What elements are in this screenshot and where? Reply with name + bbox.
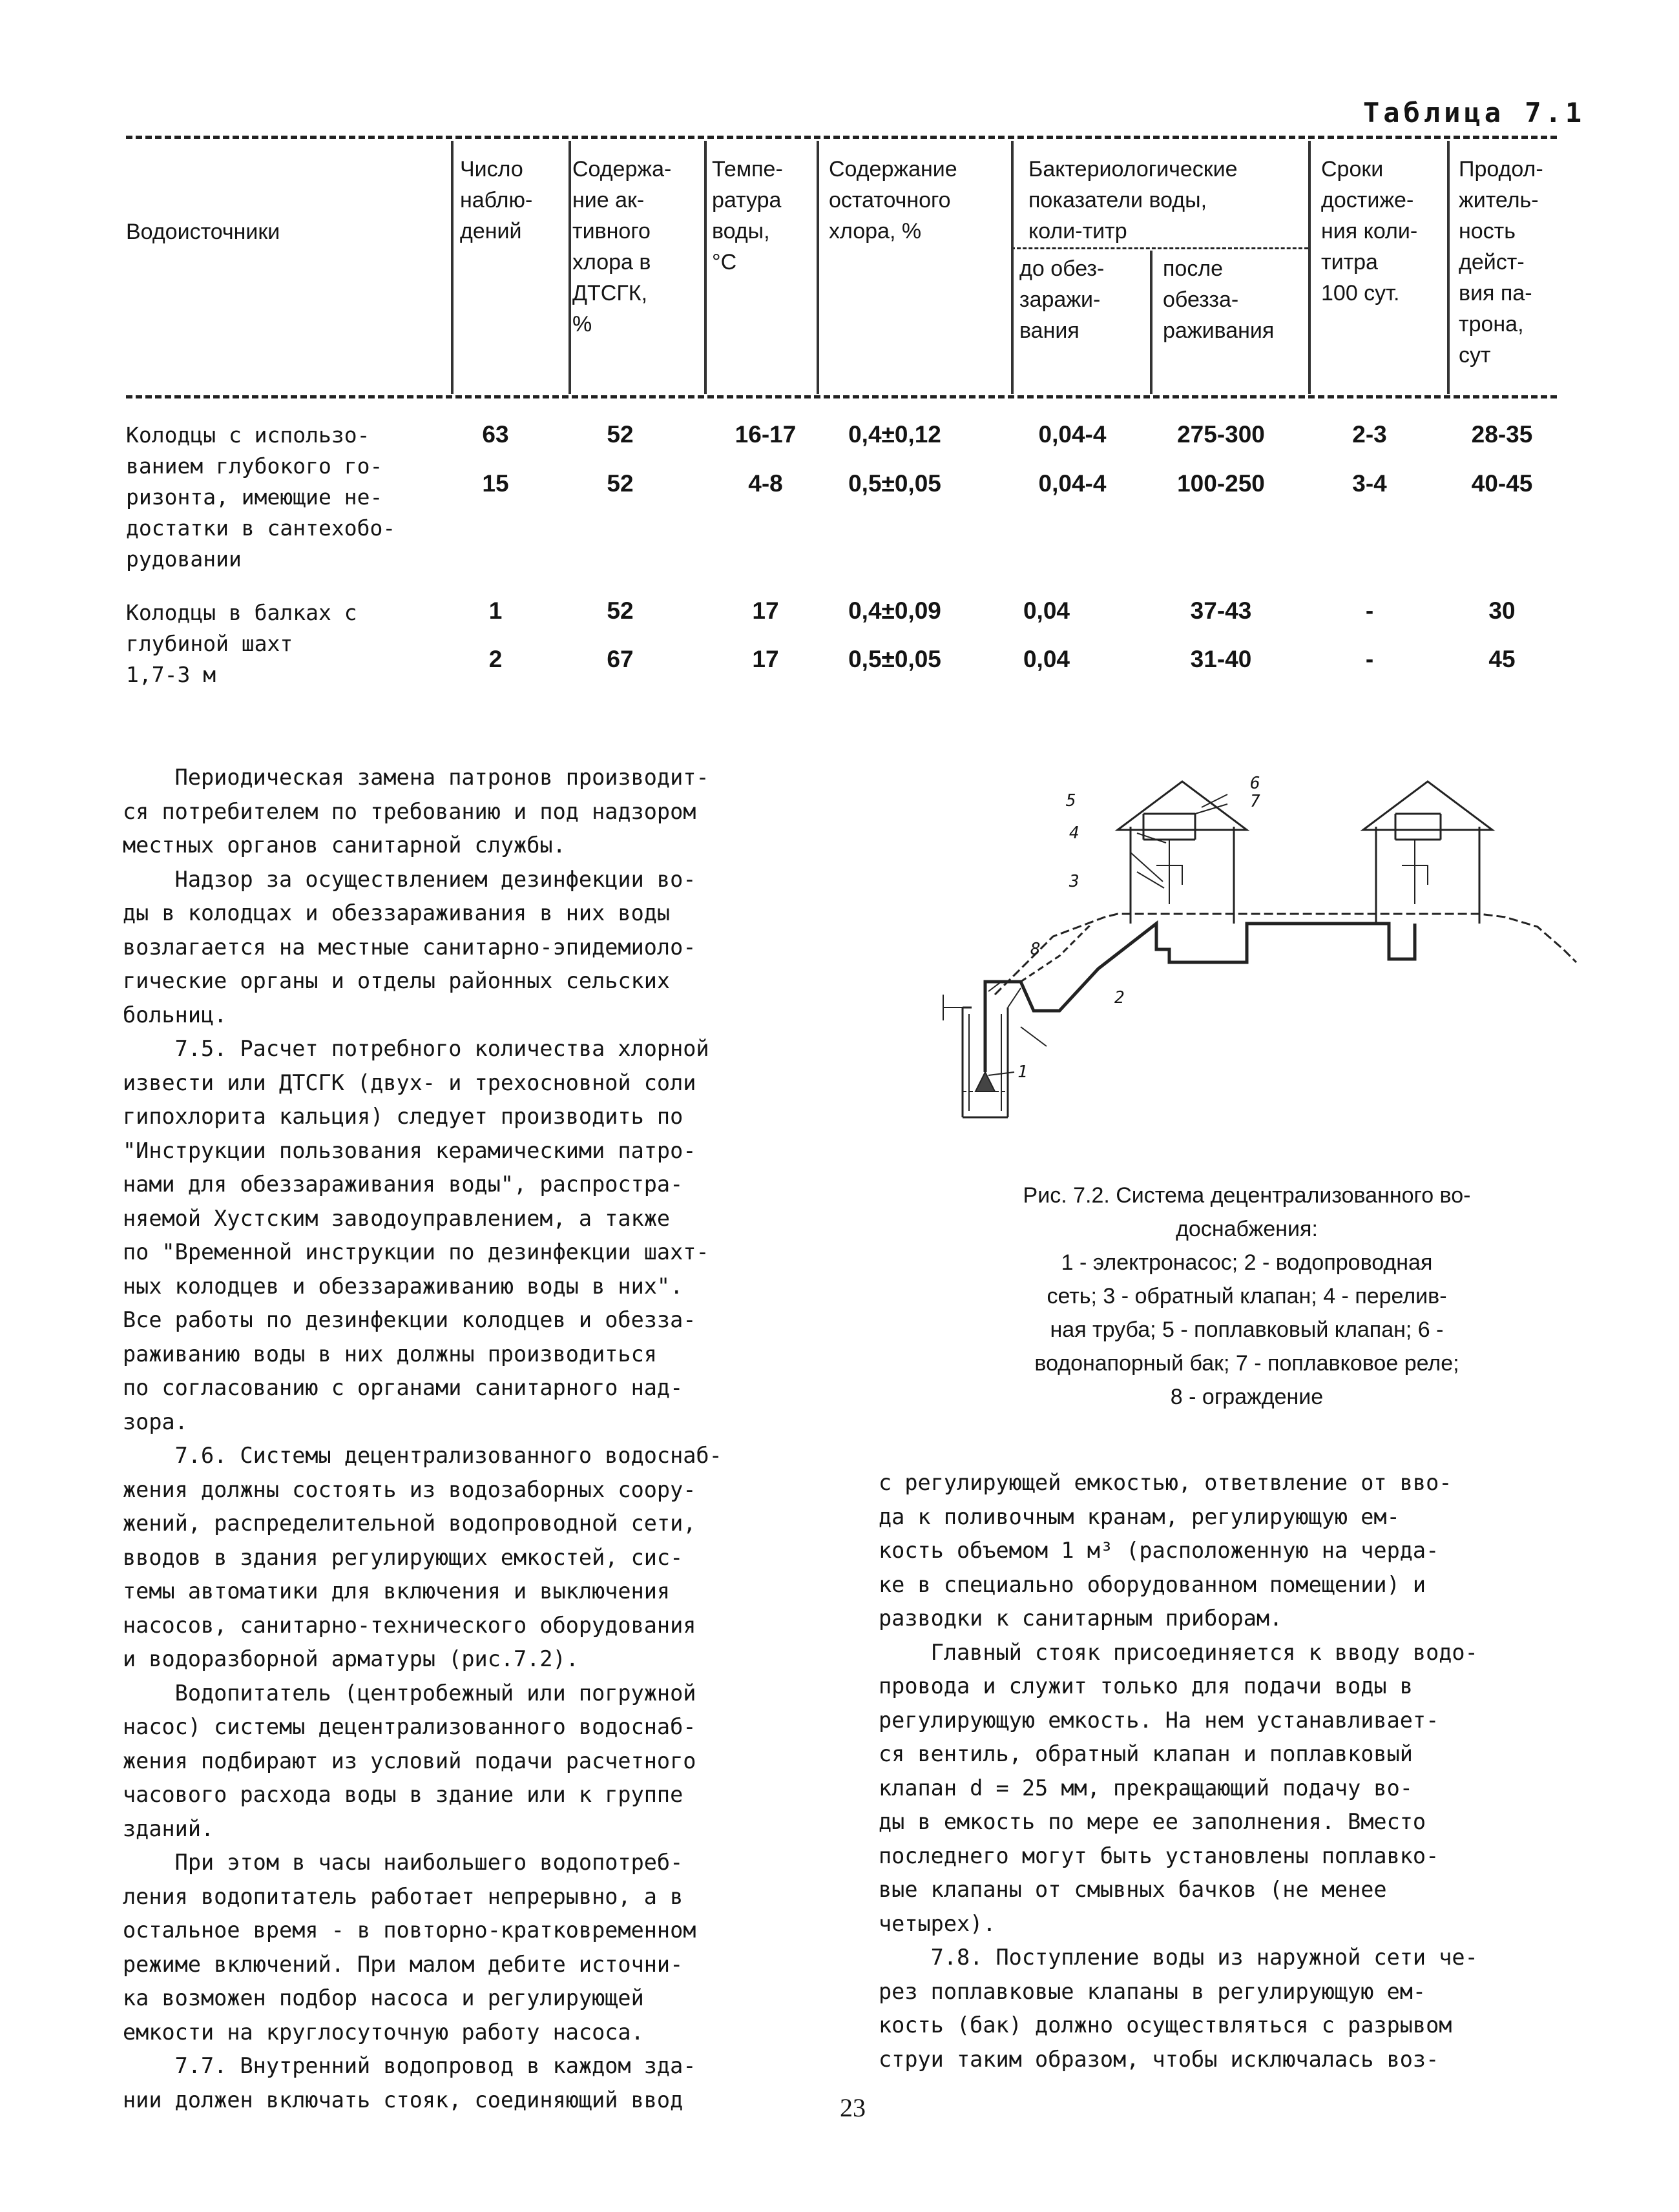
cell: 52: [607, 421, 634, 448]
text-line: ды в емкость по мере ее заполнения. Вместо: [879, 1809, 1426, 1834]
row-label-ravine-wells: Колодцы в балках с глубиной шахт 1,7-3 м: [126, 600, 357, 687]
cell: 0,04-4: [1038, 421, 1107, 448]
cell: 2-3: [1352, 421, 1387, 448]
figure-label: 5: [1066, 791, 1076, 811]
cell: 67: [607, 646, 634, 672]
text-line: зданий.: [123, 1815, 214, 1841]
text-line: Все работы по дезинфекции колодцев и обезза-: [123, 1307, 696, 1332]
col-divider: [568, 141, 571, 394]
text-line: 7.6. Системы децентрализованного водоснаб-: [123, 1443, 722, 1468]
text-line: последнего могут быть установлены поплавко-: [879, 1843, 1439, 1868]
cell: 40-45: [1471, 470, 1533, 497]
ground-line: [963, 914, 1576, 1008]
header-observations: Число наблю- дений: [460, 157, 533, 243]
text-line: регулирующую емкость. На нем устанавливает-: [879, 1707, 1439, 1733]
cell: 15: [482, 470, 509, 497]
text-line: Водопитатель (центробежный или погружной: [123, 1680, 696, 1706]
text-line: по "Временной инструкции по дезинфекции шахт-: [123, 1239, 709, 1265]
col-divider: [704, 141, 707, 394]
cell: -: [1365, 646, 1374, 672]
text-line: клапан d = 25 мм, прекращающий подачу во-: [879, 1775, 1413, 1801]
header-after-disinfection: после обезза- раживания: [1163, 256, 1275, 343]
text-line: провода и служит только для подачи воды в: [879, 1673, 1413, 1699]
text-line: ке в специально оборудованном помещении) и: [879, 1571, 1426, 1597]
text-line: При этом в часы наибольшего водопотреб-: [123, 1850, 683, 1875]
cell: 16-17: [735, 421, 797, 448]
figure-caption: [930, 1179, 1563, 1414]
text-line: режиме включений. При малом дебите источни-: [123, 1951, 683, 1977]
text-line: кость (бак) должно осуществляться с разрывом: [879, 2012, 1452, 2038]
text-line: нии должен включать стояк, соединяющий ввод: [123, 2087, 683, 2113]
cell: 52: [607, 597, 634, 624]
text-line: ся вентиль, обратный клапан и поплавковый: [879, 1741, 1413, 1766]
text-line: вводов в здания регулирующих емкостей, сис-: [123, 1544, 683, 1570]
cell: 0,4±0,09: [848, 597, 941, 624]
header-bacteriological: Бактериологические показатели воды, коли-титр: [1028, 157, 1238, 243]
header-active-chlorine: Содержа- ние ак- тивного хлора в ДТСГК, %: [572, 157, 672, 336]
figure-label: 4: [1069, 823, 1079, 843]
text-line: темы автоматики для включения и выключения: [123, 1578, 671, 1604]
cell: 275-300: [1177, 421, 1265, 448]
col-divider: [1011, 141, 1014, 394]
caption-line: сеть; 3 - обратный клапан; 4 - перелив-: [1047, 1284, 1447, 1308]
left-text-column: [123, 761, 722, 2117]
text-line: ка возможен подбор насоса и регулирующей: [123, 1985, 644, 2010]
figure-label: 2: [1114, 988, 1125, 1008]
figure-label: 7: [1250, 792, 1260, 811]
text-line: ся потребителем по требованию и под надзором: [123, 798, 696, 824]
house-2: [1363, 781, 1492, 924]
col-divider: [817, 141, 819, 394]
row-label-deep-wells: Колодцы с использо- ванием глубокого го- ризонта, имеющие не- достатки в сантехобо- рудовании: [126, 422, 396, 572]
cell: 0,5±0,05: [848, 470, 941, 497]
text-line: да к поливочным кранам, регулирующую ем-: [879, 1504, 1400, 1529]
caption-line: Рис. 7.2. Система децентрализованного во-: [1023, 1183, 1471, 1208]
text-line: ления водопитатель работает непрерывно, а в: [123, 1883, 683, 1909]
text-line: и водоразборной арматуры (рис.7.2).: [123, 1646, 579, 1671]
cell: 63: [482, 421, 509, 448]
text-line: больниц.: [123, 1002, 227, 1028]
text-line: зора.: [123, 1409, 188, 1434]
text-line: гипохлорита кальция) следует производить по: [123, 1104, 683, 1129]
text-line: извести или ДТСГК (двух- и трехосновной соли: [123, 1070, 696, 1095]
cell: 30: [1488, 597, 1516, 624]
header-residual-chlorine: Содержание остаточного хлора, %: [829, 157, 957, 243]
text-line: с регулирующей емкостью, ответвление от вво-: [879, 1470, 1452, 1495]
cell: 17: [752, 597, 779, 624]
right-text-column: [879, 1466, 1478, 2076]
text-line: "Инструкции пользования керамическими патро-: [123, 1137, 696, 1163]
figure-label: 3: [1069, 872, 1079, 891]
table-caption: Таблица 7.1: [1363, 97, 1586, 129]
header-temperature: Темпе- ратура воды, °C: [712, 157, 783, 274]
text-line: местных органов санитарной службы.: [123, 832, 566, 858]
cell: 100-250: [1177, 470, 1265, 497]
text-line: 7.7. Внутренний водопровод в каждом зда-: [123, 2053, 696, 2078]
text-line: кость объемом 1 м³ (расположенную на черда-: [879, 1538, 1439, 1563]
cell: 0,5±0,05: [848, 646, 941, 672]
text-line: рез поплавковые клапаны в регулирующую ем-: [879, 1978, 1426, 2004]
cell: 31-40: [1190, 646, 1252, 672]
text-line: няемой Хустским заводоуправлением, а также: [123, 1205, 671, 1231]
cell: 0,04-4: [1038, 470, 1107, 497]
text-line: часового расхода воды в здание или к группе: [123, 1782, 683, 1807]
text-line: 7.5. Расчет потребного количества хлорной: [123, 1036, 709, 1061]
figure-label: 6: [1250, 774, 1260, 793]
col-divider: [1308, 141, 1311, 394]
caption-line: доснабжения:: [1176, 1217, 1318, 1241]
cell: 52: [607, 470, 634, 497]
cell: 0,4±0,12: [848, 421, 941, 448]
text-line: ды в колодцах и обеззараживания в них воды: [123, 900, 671, 925]
cell: -: [1365, 597, 1374, 624]
text-line: раживанию воды в них должны производиться: [123, 1341, 657, 1367]
text-line: разводки к санитарным приборам.: [879, 1606, 1283, 1631]
text-line: Надзор за осуществлением дезинфекции во-: [123, 866, 696, 892]
cell: 2: [488, 646, 503, 672]
fence: [943, 988, 1021, 1020]
text-line: 7.8. Поступление воды из наружной сети че-: [879, 1945, 1478, 1970]
text-line: насос) системы децентрализованного водоснаб-: [123, 1714, 696, 1739]
house-1: [1118, 781, 1247, 924]
caption-line: ная труба; 5 - поплавковый клапан; 6 -: [1050, 1318, 1444, 1342]
caption-line: 8 - ограждение: [1170, 1385, 1324, 1409]
bacterio-subheader-rule: [1011, 247, 1308, 249]
text-line: Периодическая замена патронов производит-: [123, 765, 709, 790]
cell: 0,04: [1023, 646, 1070, 672]
header-source: Водоисточники: [126, 220, 280, 244]
text-line: возлагается на местные санитарно-эпидемиоло-: [123, 934, 696, 960]
cell: 17: [752, 646, 779, 672]
text-line: насосов, санитарно-технического оборудования: [123, 1612, 696, 1638]
cell: 28-35: [1471, 421, 1533, 448]
text-line: струи таким образом, чтобы исключалась воз-: [879, 2046, 1439, 2072]
text-line: жения должны состоять из водозаборных соору-: [123, 1476, 696, 1502]
table-header-rule: [126, 395, 1557, 398]
col-divider: [1150, 251, 1152, 394]
water-network-pipe: [985, 924, 1415, 1072]
page-number: 23: [840, 2093, 866, 2122]
header-duration: Продол- житель- ность дейст- вия па- трона, сут: [1459, 157, 1543, 367]
text-line: по согласованию с органами санитарного над-: [123, 1375, 683, 1400]
text-line: Главный стояк присоединяется к вводу водо-: [879, 1639, 1478, 1665]
caption-line: 1 - электронасос; 2 - водопроводная: [1061, 1250, 1433, 1275]
text-line: четырех).: [879, 1910, 996, 1936]
text-line: гические органы и отделы районных сельских: [123, 968, 671, 993]
cell: 37-43: [1190, 597, 1252, 624]
leader-lines: [988, 794, 1227, 1075]
col-divider: [1447, 141, 1450, 394]
text-line: емкости на круглосуточную работу насоса.: [123, 2019, 644, 2045]
text-line: нами для обеззараживания воды", распростра-: [123, 1172, 683, 1197]
cell: 4-8: [748, 470, 783, 497]
text-line: жений, распределительной водопроводной сети,: [123, 1511, 696, 1536]
caption-line: водонапорный бак; 7 - поплавковое реле;: [1034, 1351, 1459, 1376]
figure-label: 8: [1030, 940, 1041, 959]
col-divider: [451, 141, 454, 394]
header-titer-terms: Сроки достиже- ния коли- титра 100 сут.: [1321, 157, 1418, 305]
text-line: ных колодцев и обеззараживанию воды в них".: [123, 1273, 683, 1299]
text-line: жения подбирают из условий подачи расчетного: [123, 1748, 696, 1773]
cell: 0,04: [1023, 597, 1070, 624]
text-line: остальное время - в повторно-кратковременном: [123, 1917, 696, 1943]
text-line: вые клапаны от смывных бачков (не менее: [879, 1877, 1387, 1902]
cell: 1: [488, 597, 503, 624]
table-top-rule: [126, 136, 1557, 139]
header-before-disinfection: до обез- заражи- вания: [1019, 256, 1105, 343]
cell: 3-4: [1352, 470, 1387, 497]
figure-label: 1: [1017, 1062, 1028, 1082]
cell: 45: [1488, 646, 1516, 672]
